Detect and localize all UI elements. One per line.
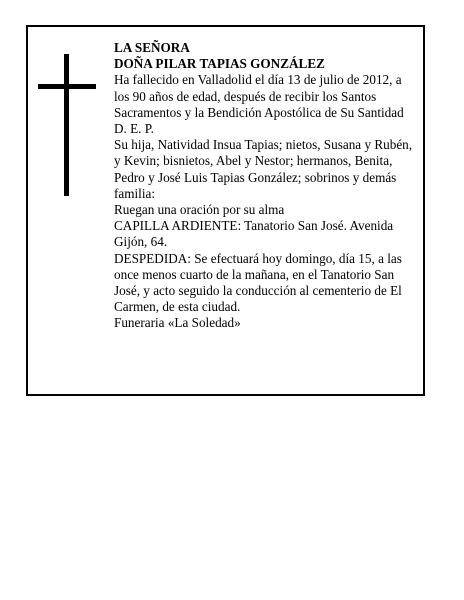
family-list: Su hija, Natividad Insua Tapias; nietos, Susana y Rubén, y Kevin; bisnietos, Abel y Nestor; hermanos, Benita, Pedro y José Luis Tapias González; sobrinos y demás familia: xyxy=(114,137,413,201)
notice-title-line-1: LA SEÑORA xyxy=(114,40,190,55)
chapel-info: CAPILLA ARDIENTE: Tanatorio San José. Avenida Gijón, 64. xyxy=(114,218,394,250)
cross-vertical-bar xyxy=(64,54,69,196)
prayer-request: Ruegan una oración por su alma xyxy=(114,202,285,218)
notice-title-line-2: DOÑA PILAR TAPIAS GONZÁLEZ xyxy=(114,56,325,72)
obituary-text xyxy=(114,40,419,332)
farewell-info: DESPEDIDA: Se efectuará hoy domingo, día 15, a las once menos cuarto de la mañana, en el Tanatorio San José, y acto seguido la conducción al cementerio de El Carmen, de esta ciudad. xyxy=(114,250,402,315)
death-announcement: Ha fallecido en Valladolid el día 13 de julio de 2012, a los 90 años de edad, después de recibir los Santos Sacramentos y la Bendición Apostólica de Su Santidad D. E. P. xyxy=(114,72,404,137)
cross-horizontal-bar xyxy=(38,84,96,89)
funeral-home: Funeraria «La Soledad» xyxy=(114,315,241,331)
